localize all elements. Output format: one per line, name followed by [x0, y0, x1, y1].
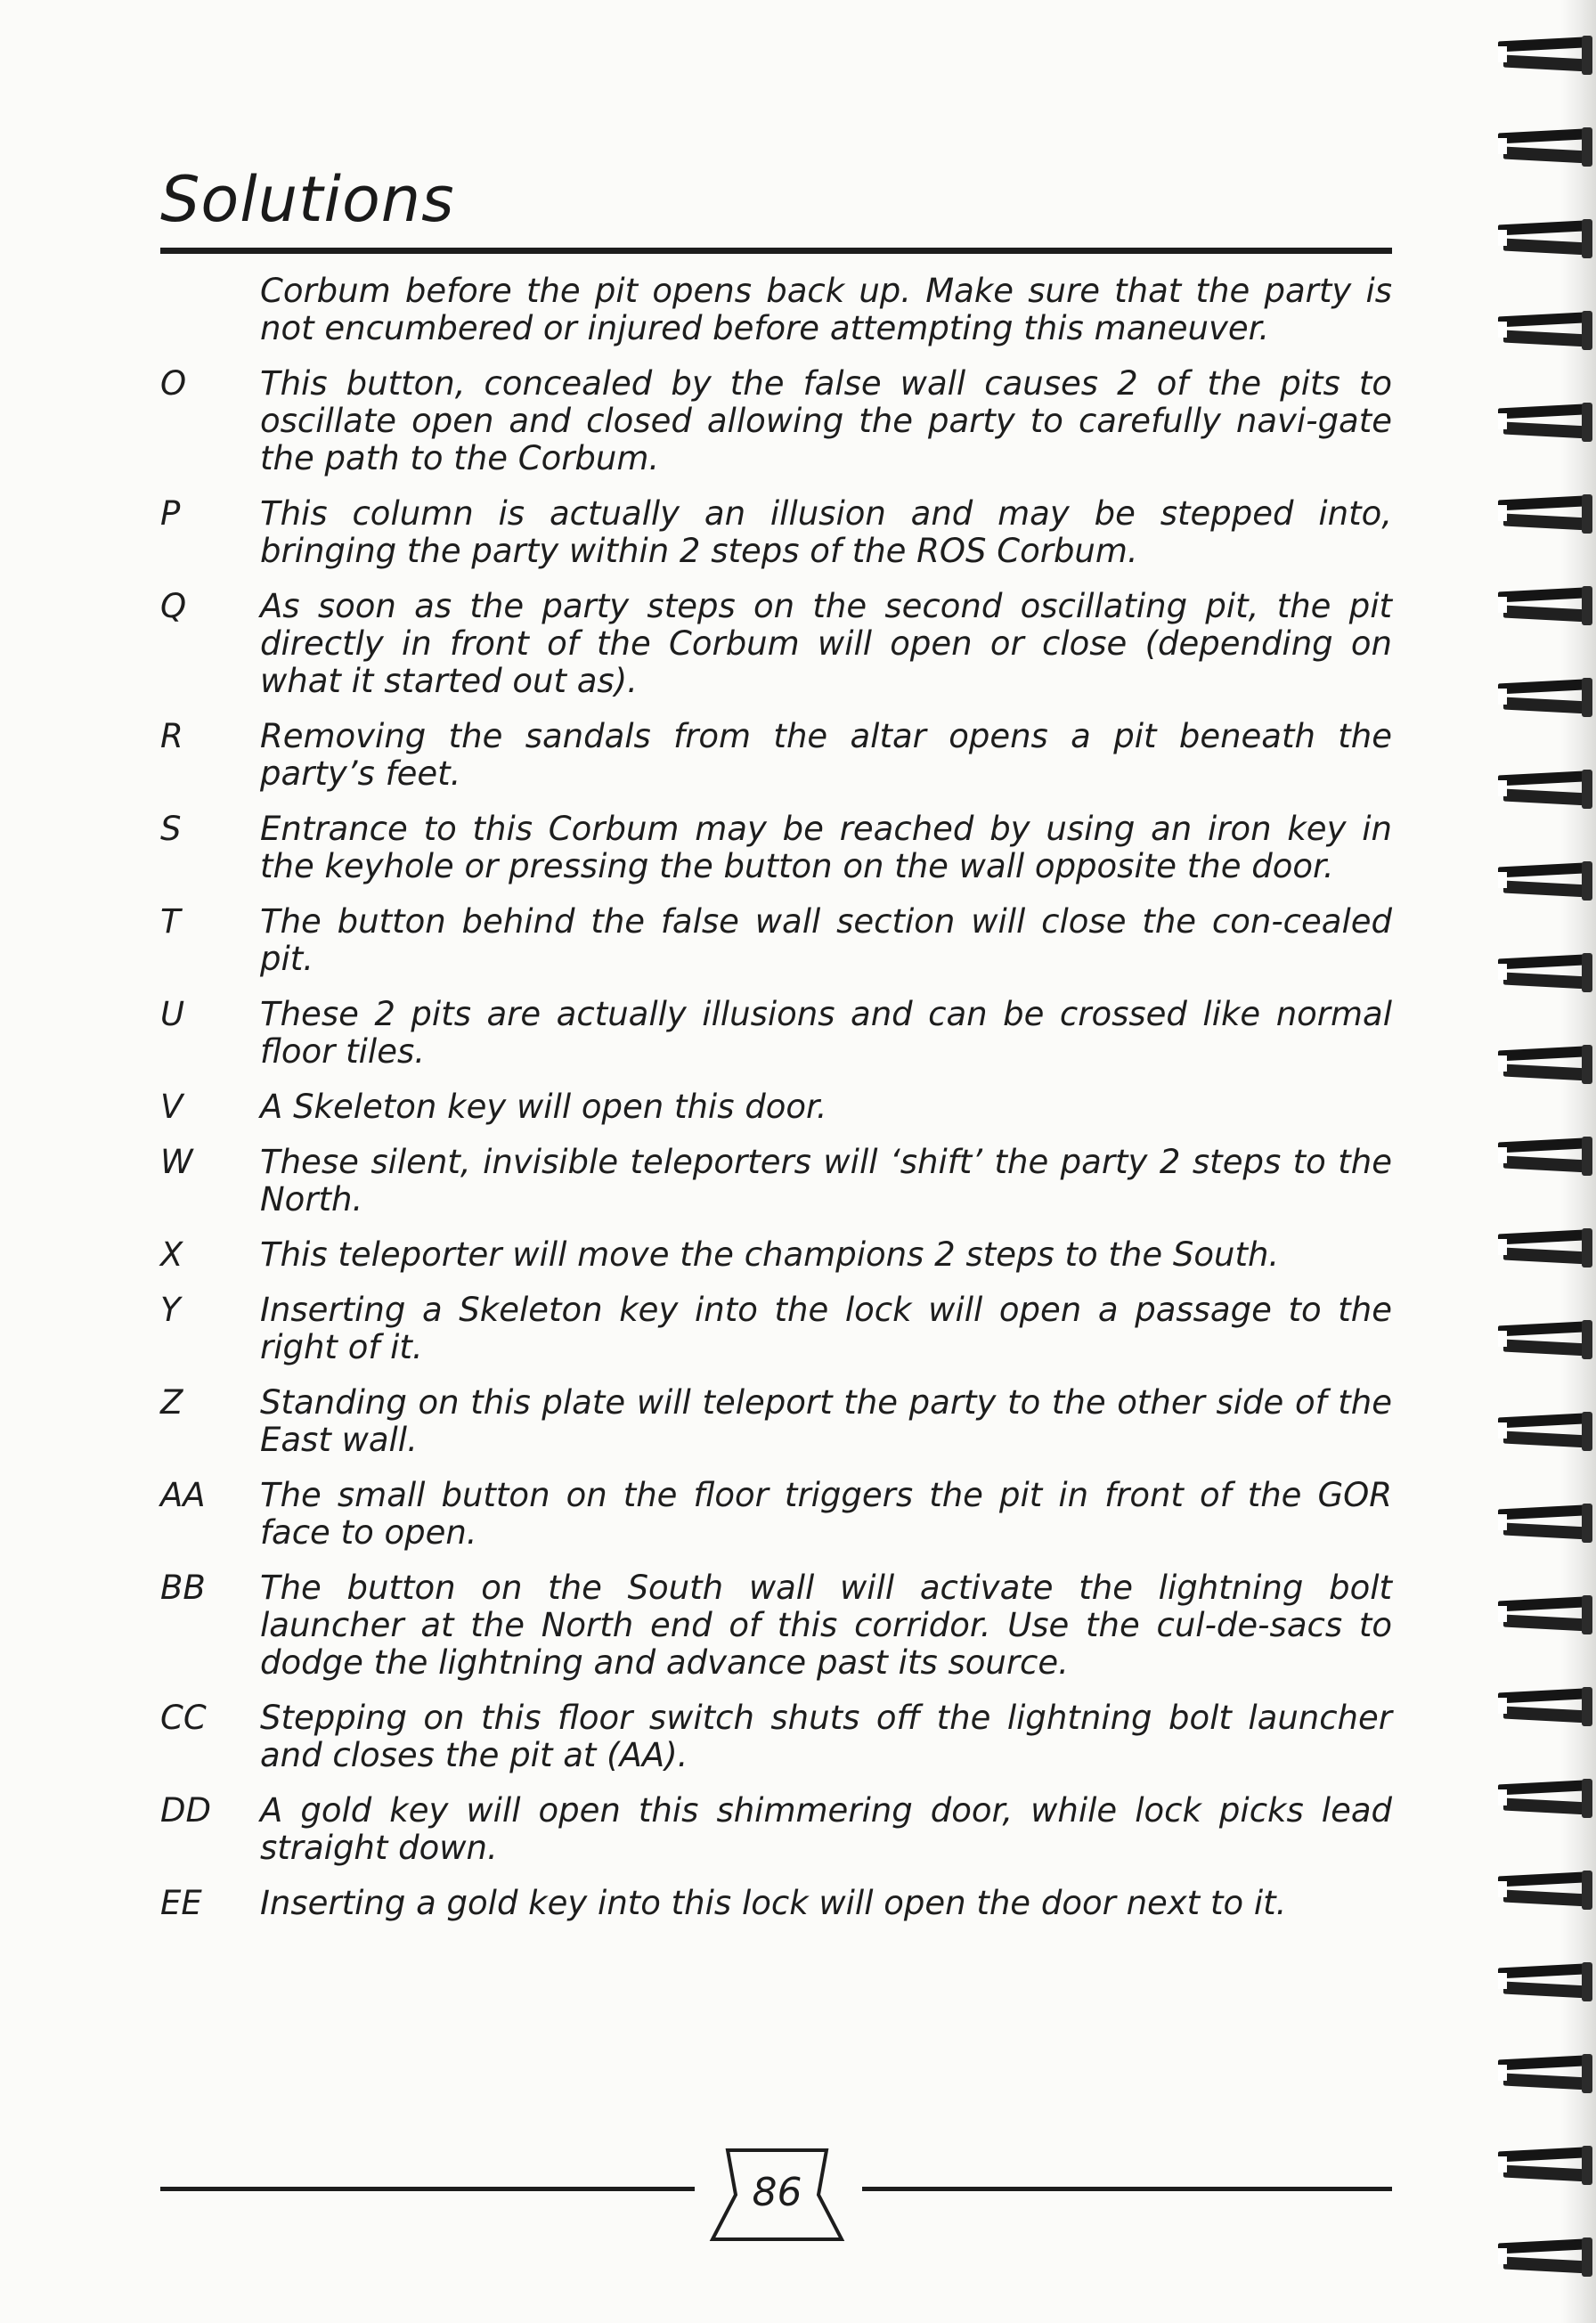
entry-text: These 2 pits are actually illusions and can be crossed like normal floor tiles.: [260, 995, 1392, 1071]
entry-key: V: [160, 1088, 183, 1126]
entry-key: P: [160, 494, 181, 533]
entry-text: These silent, invisible teleporters will ‘shift’ the party 2 steps to the North.: [260, 1143, 1392, 1219]
entry-text: This button, concealed by the false wall causes 2 of the pits to oscillate open and closed allowing the party to carefully navi-gate the path to the Corbum.: [260, 364, 1392, 477]
list-item: [160, 811, 1392, 885]
list-item: [160, 1885, 1392, 1922]
entry-text: Inserting a Skeleton key into the lock will open a passage to the right of it.: [260, 1291, 1392, 1366]
entry-text: This teleporter will move the champions 2 steps to the South.: [260, 1235, 1280, 1274]
entry-text: Stepping on this floor switch shuts off the lightning bolt launcher and closes the pit at (AA).: [260, 1699, 1392, 1774]
entry-text: Corbum before the pit opens back up. Make sure that the party is not encumbered or injured before attempting this maneuver.: [260, 272, 1392, 347]
spiral-coil: [1498, 2054, 1592, 2095]
entry-key: U: [160, 995, 185, 1033]
entry-key: T: [160, 902, 181, 941]
list-item: [160, 588, 1392, 700]
entry-text: A Skeleton key will open this door.: [260, 1088, 827, 1126]
title-rule: [160, 248, 1392, 254]
list-item: [160, 1477, 1392, 1552]
spiral-coil: [1498, 678, 1592, 719]
entry-key: S: [160, 810, 182, 848]
list-item: [160, 1792, 1392, 1867]
spiral-coil: [1498, 127, 1592, 168]
entry-text: Entrance to this Corbum may be reached by using an iron key in the keyhole or pressing the button on the wall opposite the door.: [260, 810, 1392, 885]
entry-text: Inserting a gold key into this lock will open the door next to it.: [260, 1884, 1287, 1922]
entry-text: The button behind the false wall section will close the con-cealed pit.: [260, 902, 1392, 978]
list-item: [160, 1292, 1392, 1366]
entry-key: CC: [160, 1699, 207, 1737]
spiral-coil: [1498, 1412, 1592, 1453]
spiral-coil: [1498, 2237, 1592, 2278]
entry-key: AA: [160, 1476, 206, 1514]
footer-rule-left: [160, 2187, 695, 2191]
entry-key: Q: [160, 587, 187, 625]
spiral-coil: [1498, 953, 1592, 994]
entry-text: Standing on this plate will teleport the party to the other side of the East wall.: [260, 1383, 1392, 1459]
entry-text: The small button on the floor triggers the pit in front of the GOR face to open.: [260, 1476, 1392, 1552]
entry-key: X: [160, 1235, 183, 1274]
entry-text: Removing the sandals from the altar opens a pit beneath the party’s feet.: [260, 717, 1392, 793]
entry-key: O: [160, 364, 187, 403]
spiral-binding: [1478, 0, 1596, 2323]
spiral-coil: [1498, 861, 1592, 902]
spiral-coil: [1498, 1504, 1592, 1545]
spiral-coil: [1498, 494, 1592, 535]
entry-key: DD: [160, 1791, 211, 1830]
entry-key: EE: [160, 1884, 202, 1922]
list-item: [160, 996, 1392, 1071]
spiral-coil: [1498, 403, 1592, 444]
list-item: [160, 718, 1392, 793]
entry-text: As soon as the party steps on the second oscillating pit, the pit directly in front of the Corbum will open or close (depending on what it started out as).: [260, 587, 1392, 700]
footer-rule-right: [862, 2187, 1392, 2191]
list-item: [160, 1569, 1392, 1682]
spiral-coil: [1498, 1320, 1592, 1361]
entry-text: This column is actually an illusion and may be stepped into, bringing the party within 2 steps of the ROS Corbum.: [260, 494, 1392, 570]
entry-text: A gold key will open this shimmering door, while lock picks lead straight down.: [260, 1791, 1392, 1867]
spiral-coil: [1498, 219, 1592, 260]
page-number: 86: [752, 2170, 802, 2215]
list-item: [160, 903, 1392, 978]
spiral-coil: [1498, 1962, 1592, 2003]
entry-key: BB: [160, 1569, 206, 1607]
spiral-coil: [1498, 36, 1592, 77]
spiral-coil: [1498, 770, 1592, 811]
page-title: Solutions: [160, 163, 455, 236]
entry-key: W: [160, 1143, 193, 1181]
entry-text: The button on the South wall will activate the lightning bolt launcher at the North end of this corridor. Use the cul-de-sacs to dodge the lightning and advance past its source.: [260, 1569, 1392, 1682]
spiral-coil: [1498, 1687, 1592, 1728]
entry-key: R: [160, 717, 183, 755]
list-item: [160, 1384, 1392, 1459]
spiral-coil: [1498, 1871, 1592, 1911]
list-item: [160, 365, 1392, 477]
solutions-list: [160, 273, 1392, 1940]
spiral-coil: [1498, 1779, 1592, 1820]
spiral-coil: [1498, 1137, 1592, 1178]
entry-key: Z: [160, 1383, 183, 1422]
spiral-coil: [1498, 2146, 1592, 2187]
spiral-coil: [1498, 1595, 1592, 1636]
list-item: [160, 273, 1392, 347]
list-item: [160, 1699, 1392, 1774]
spiral-coil: [1498, 586, 1592, 627]
list-item: [160, 1236, 1392, 1274]
list-item: [160, 1088, 1392, 1126]
spiral-coil: [1498, 1045, 1592, 1086]
spiral-coil: [1498, 1228, 1592, 1269]
spiral-coil: [1498, 311, 1592, 352]
entry-key: Y: [160, 1291, 181, 1329]
list-item: [160, 495, 1392, 570]
list-item: [160, 1144, 1392, 1219]
